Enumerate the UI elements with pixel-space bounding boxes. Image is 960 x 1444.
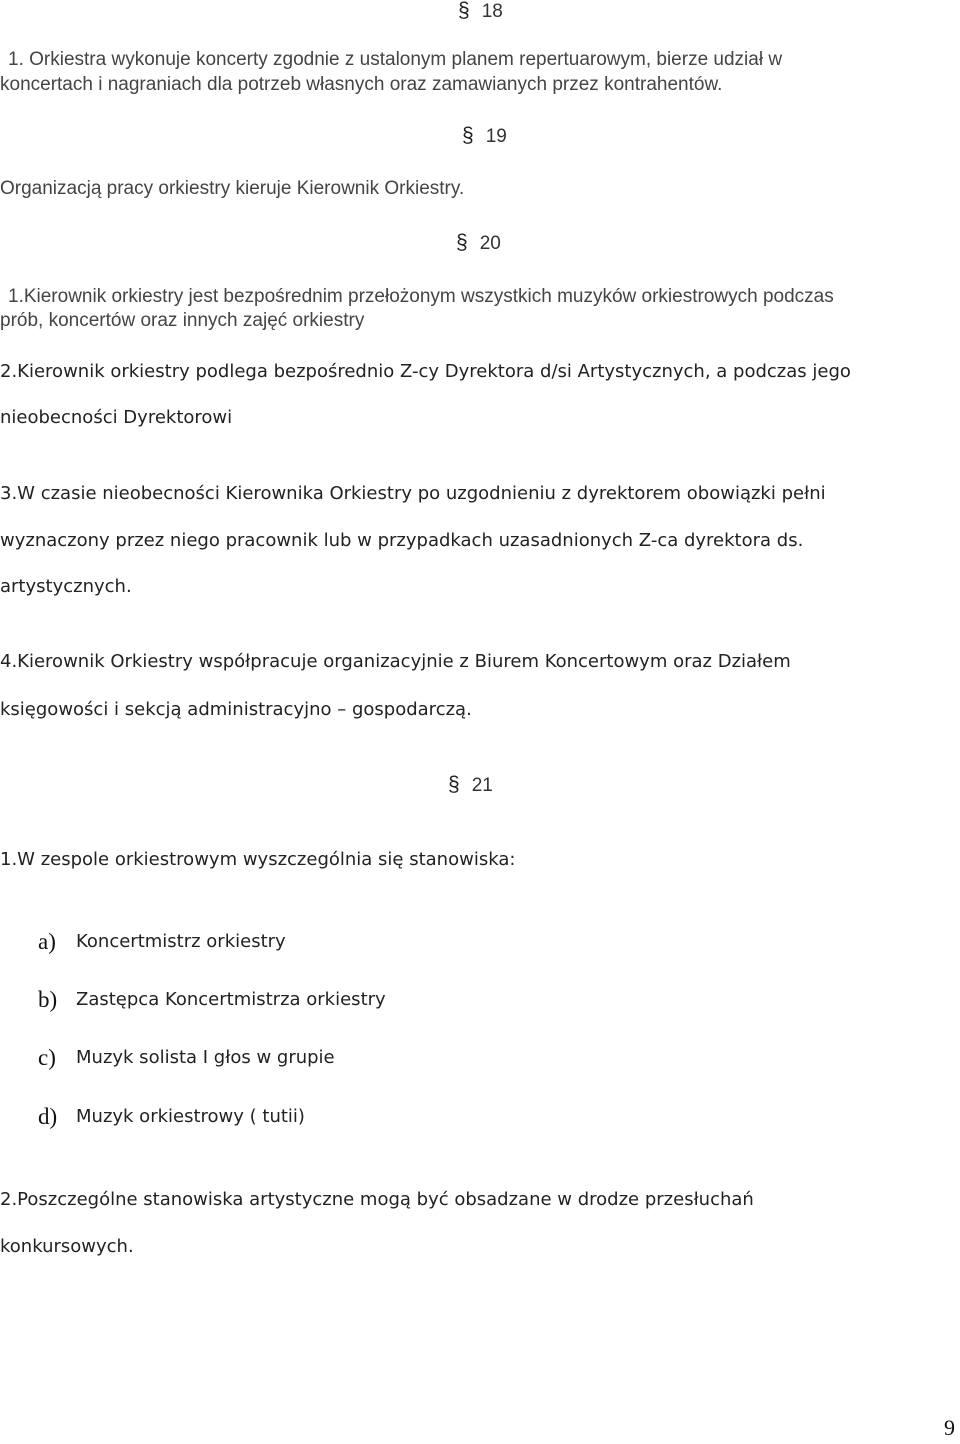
section-20-item-1-line-2: prób, koncertów oraz innych zajęć orkiestry — [0, 310, 365, 331]
section-symbol: § — [462, 124, 474, 147]
section-number: 20 — [479, 233, 501, 254]
list-item — [38, 1104, 305, 1129]
section-19-heading — [462, 125, 507, 146]
section-21-item-2-line-1: 2.Poszczególne stanowiska artystyczne mogą być obsadzane w drodze przesłuchań — [0, 1189, 754, 1210]
section-20-item-3-line-1: 3.W czasie nieobecności Kierownika Orkiestry po uzgodnieniu z dyrektorem obowiązki pełni — [0, 483, 826, 504]
section-20-heading — [456, 232, 501, 253]
list-item — [38, 987, 386, 1012]
section-number: 21 — [471, 775, 493, 796]
list-item — [38, 1045, 335, 1070]
section-symbol: § — [448, 773, 460, 796]
section-20-item-2-line-2: nieobecności Dyrektorowi — [0, 407, 233, 428]
list-item-text: Zastępca Koncertmistrza orkiestry — [76, 989, 386, 1010]
list-item-letter: a) — [38, 929, 56, 954]
list-item-text: Muzyk solista I głos w grupie — [76, 1047, 335, 1068]
section-symbol: § — [458, 0, 470, 22]
section-18-line-1: 1. Orkiestra wykonuje koncerty zgodnie z ustalonym planem repertuarowym, bierze udział w — [8, 49, 783, 70]
section-21-item-2-line-2: konkursowych. — [0, 1236, 134, 1257]
section-20-item-4-line-2: księgowości i sekcją administracyjno – gospodarczą. — [0, 699, 472, 720]
section-20-item-1-line-1: 1.Kierownik orkiestry jest bezpośrednim przełożonym wszystkich muzyków orkiestrowych podczas — [8, 286, 834, 307]
section-20-item-3-line-3: artystycznych. — [0, 576, 132, 597]
list-item-text: Muzyk orkiestrowy ( tutii) — [76, 1106, 305, 1127]
list-item-letter: c) — [38, 1045, 56, 1070]
list-item-text: Koncertmistrz orkiestry — [76, 931, 286, 952]
list-item-letter: b) — [38, 987, 58, 1012]
section-number: 19 — [485, 126, 507, 147]
section-20-item-4-line-1: 4.Kierownik Orkiestry współpracuje organizacyjnie z Biurem Koncertowym oraz Działem — [0, 651, 791, 672]
section-19-line-1: Organizacją pracy orkiestry kieruje Kierownik Orkiestry. — [0, 178, 465, 199]
section-number: 18 — [481, 1, 503, 22]
list-item — [38, 929, 286, 954]
section-18-line-2: koncertach i nagraniach dla potrzeb własnych oraz zamawianych przez kontrahentów. — [0, 74, 723, 95]
section-18-heading — [458, 0, 503, 21]
page-number: 9 — [944, 1415, 955, 1440]
section-21-heading — [448, 774, 493, 795]
section-20-item-2-line-1: 2.Kierownik orkiestry podlega bezpośrednio Z-cy Dyrektora d/si Artystycznych, a podczas jego — [0, 361, 851, 382]
section-20-item-3-line-2: wyznaczony przez niego pracownik lub w przypadkach uzasadnionych Z-ca dyrektora ds. — [0, 530, 804, 551]
section-21-item-1: 1.W zespole orkiestrowym wyszczególnia się stanowiska: — [0, 849, 516, 870]
list-item-letter: d) — [38, 1104, 58, 1129]
section-symbol: § — [456, 231, 468, 254]
